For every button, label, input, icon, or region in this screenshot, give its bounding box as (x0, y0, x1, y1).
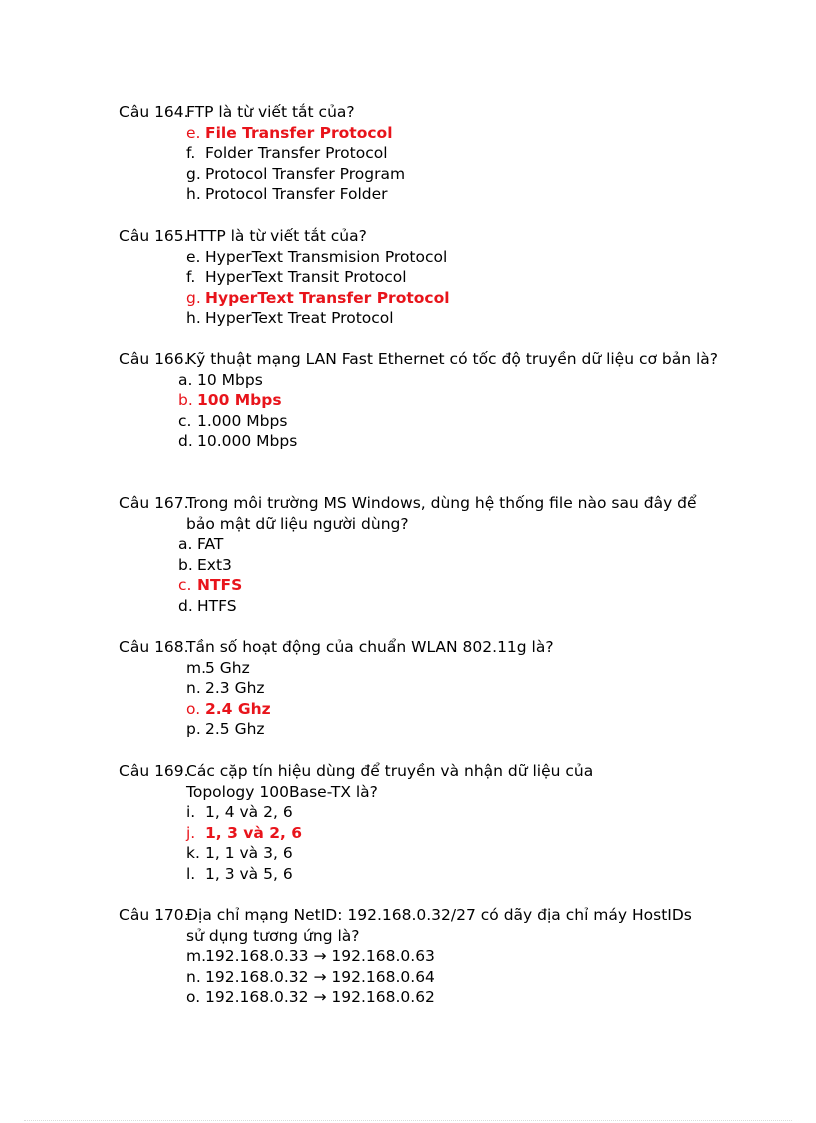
answer-option: n. 192.168.0.32 → 192.168.0.64 (186, 967, 435, 986)
question-166 (119, 349, 719, 452)
question-text: Trong môi trường MS Windows, dùng hệ thống file nào sau đây để bảo mật dữ liệu người dùng? (186, 494, 697, 533)
question-text: FTP là từ viết tắt của? (186, 103, 355, 121)
answer-option: h. Protocol Transfer Folder (186, 185, 388, 203)
answer-option: e. File Transfer Protocol (186, 123, 393, 142)
answer-option: d. 10.000 Mbps (178, 432, 298, 450)
question-number: Câu 167. (119, 494, 189, 512)
question-number: Câu 166. (119, 350, 189, 368)
page-bottom-divider (24, 1120, 792, 1121)
question-168 (119, 637, 719, 740)
answer-option: d. HTFS (178, 596, 237, 615)
answer-option: i. 1, 4 và 2, 6 (186, 803, 293, 821)
answer-option: f. HyperText Transit Protocol (186, 268, 407, 286)
answer-option: o. 192.168.0.32 → 192.168.0.62 (186, 988, 435, 1006)
question-number: Câu 164. (119, 103, 189, 121)
question-169 (119, 761, 719, 884)
question-167 (119, 493, 719, 616)
question-text: Địa chỉ mạng NetID: 192.168.0.32/27 có dãy địa chỉ máy HostIDs sử dụng tương ứng là? (186, 906, 692, 945)
answer-option: m.192.168.0.33 → 192.168.0.63 (186, 947, 435, 965)
question-164 (119, 102, 719, 205)
answer-option: f. Folder Transfer Protocol (186, 144, 388, 162)
answer-option: g. HyperText Transfer Protocol (186, 288, 450, 307)
question-number: Câu 169. (119, 762, 189, 780)
answer-option: c. 1.000 Mbps (178, 411, 288, 430)
question-number: Câu 165. (119, 227, 189, 245)
question-170 (119, 905, 719, 1008)
question-text: Kỹ thuật mạng LAN Fast Ethernet có tốc độ truyền dữ liệu cơ bản là? (186, 350, 719, 368)
answer-option: k. 1, 1 và 3, 6 (186, 844, 293, 862)
question-text: Tần số hoạt động của chuẩn WLAN 802.11g là? (186, 638, 554, 656)
answer-option: a. FAT (178, 535, 224, 553)
answer-option: b. Ext3 (178, 555, 232, 574)
answer-option: a. 10 Mbps (178, 370, 263, 389)
answer-option: n. 2.3 Ghz (186, 679, 265, 697)
answer-option: c. NTFS (178, 576, 243, 594)
answer-option: o. 2.4 Ghz (186, 699, 271, 718)
answer-option: h. HyperText Treat Protocol (186, 309, 394, 327)
answer-option: m.5 Ghz (186, 658, 250, 677)
question-number: Câu 168. (119, 638, 189, 656)
answer-option: p. 2.5 Ghz (186, 720, 265, 738)
answer-option: g. Protocol Transfer Program (186, 164, 406, 183)
question-165 (119, 226, 719, 329)
answer-option: e. HyperText Transmision Protocol (186, 247, 448, 266)
answer-option: j. 1, 3 và 2, 6 (186, 823, 303, 842)
question-text: Các cặp tín hiệu dùng để truyền và nhận dữ liệu của Topology 100Base-TX là? (186, 762, 594, 801)
answer-option: b. 100 Mbps (178, 391, 282, 409)
question-number: Câu 170. (119, 906, 189, 924)
answer-option: l. 1, 3 và 5, 6 (186, 864, 293, 883)
question-text: HTTP là từ viết tắt của? (186, 227, 367, 245)
